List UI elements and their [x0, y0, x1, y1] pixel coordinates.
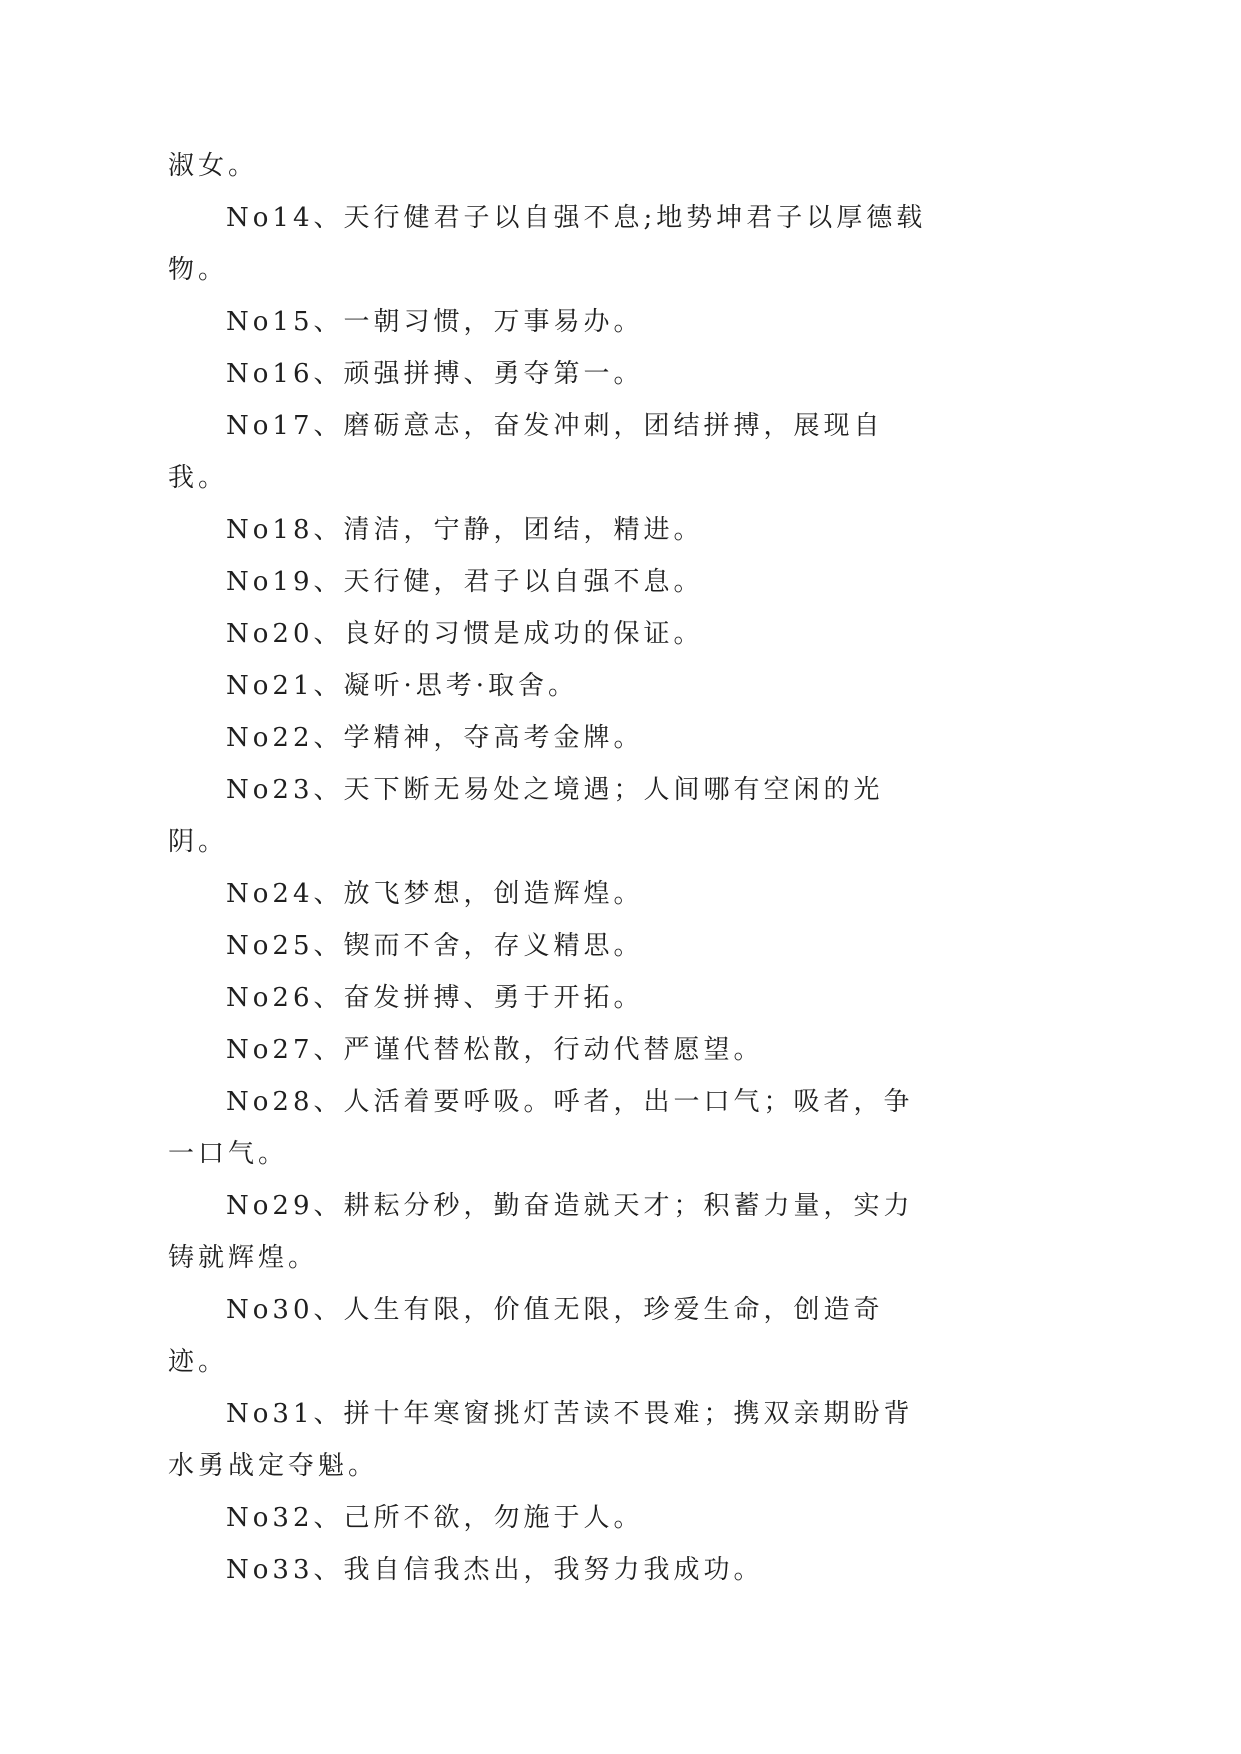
- motto-33: No33、我自信我杰出，我努力我成功。: [226, 1555, 764, 1585]
- motto-17: No17、磨砺意志，奋发冲刺，团结拼搏，展现自我。: [168, 411, 884, 493]
- motto-19: No19、天行健，君子以自强不息。: [226, 567, 704, 597]
- paragraph-continuation: 淑女。: [168, 151, 259, 181]
- motto-15: No15、一朝习惯，万事易办。: [226, 307, 644, 337]
- motto-18: No18、清洁，宁静，团结，精进。: [226, 515, 704, 545]
- motto-29: No29、耕耘分秒，勤奋造就天才；积蓄力量，实力铸就辉煌。: [168, 1191, 914, 1273]
- motto-31: No31、拼十年寒窗挑灯苦读不畏难；携双亲期盼背水勇战定夺魁。: [168, 1399, 914, 1481]
- motto-20: No20、良好的习惯是成功的保证。: [226, 619, 704, 649]
- motto-25: No25、锲而不舍，存义精思。: [226, 931, 644, 961]
- motto-32: No32、己所不欲，勿施于人。: [226, 1503, 644, 1533]
- motto-16: No16、顽强拼搏、勇夺第一。: [226, 359, 644, 389]
- motto-22: No22、学精神，夺高考金牌。: [226, 723, 644, 753]
- motto-23: No23、天下断无易处之境遇；人间哪有空闲的光阴。: [168, 775, 884, 857]
- document-body: [168, 140, 943, 1596]
- motto-30: No30、人生有限，价值无限，珍爱生命，创造奇迹。: [168, 1295, 884, 1377]
- motto-28: No28、人活着要呼吸。呼者，出一口气；吸者，争一口气。: [168, 1087, 914, 1169]
- motto-21: No21、凝听·思考·取舍。: [226, 671, 579, 701]
- motto-27: No27、严谨代替松散，行动代替愿望。: [226, 1035, 764, 1065]
- motto-24: No24、放飞梦想，创造辉煌。: [226, 879, 644, 909]
- motto-14: No14、天行健君子以自强不息;地势坤君子以厚德载物。: [168, 203, 927, 285]
- motto-26: No26、奋发拼搏、勇于开拓。: [226, 983, 644, 1013]
